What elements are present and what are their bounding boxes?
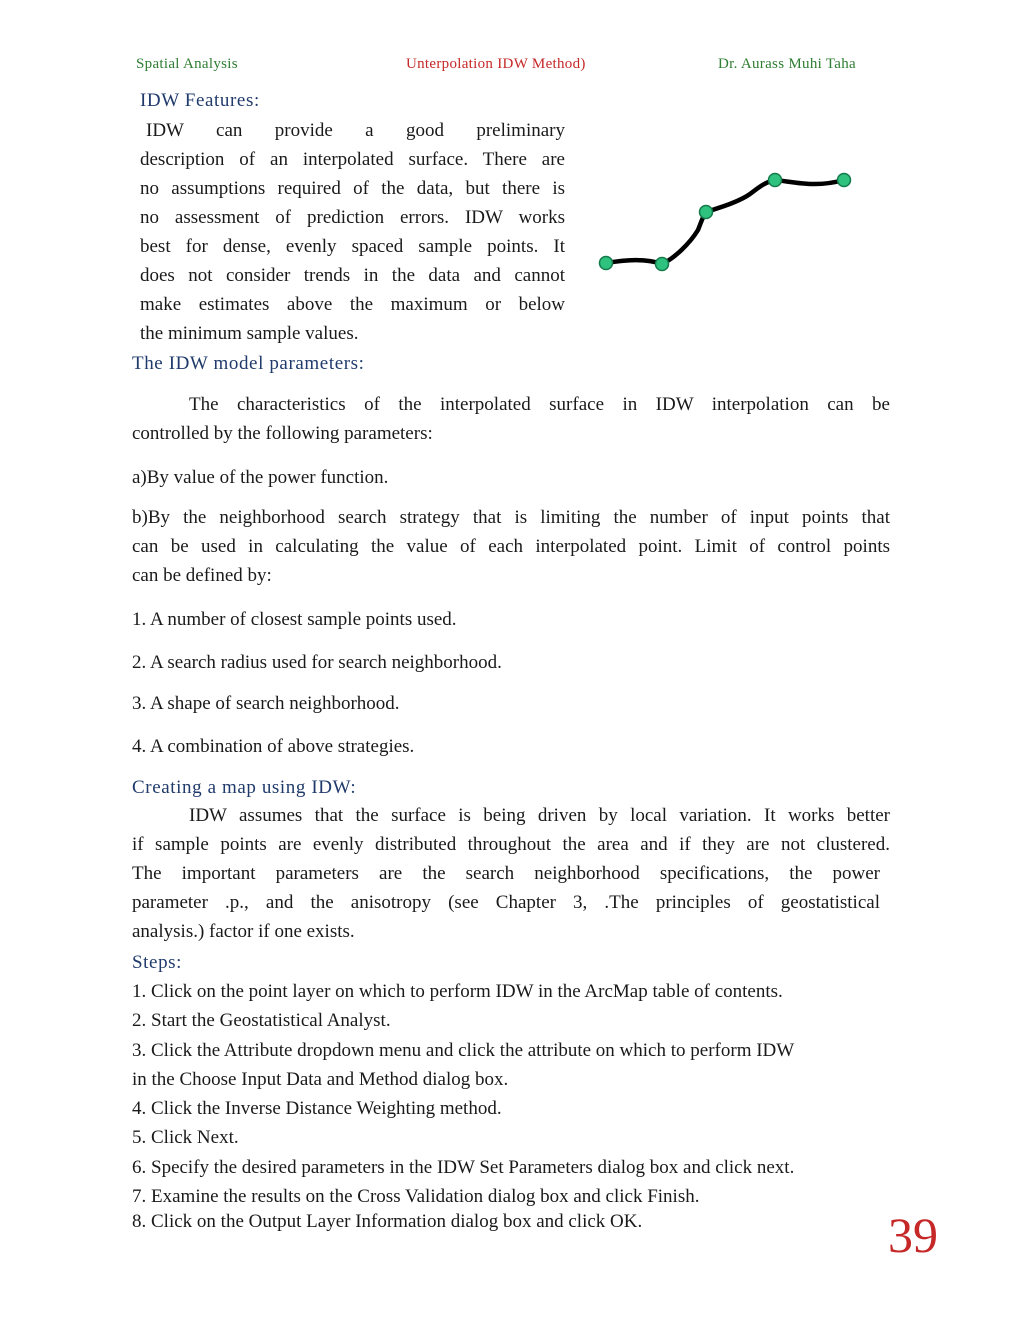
text-line: does not consider trends in the data and cannot: [140, 265, 565, 286]
idw-features-paragraph: [140, 116, 565, 348]
strategy-item: 4. A combination of above strategies.: [132, 736, 415, 757]
model-parameters-heading: The IDW model parameters:: [132, 353, 365, 374]
step-item: 1. Click on the point layer on which to perform IDW in the ArcMap table of contents.: [132, 981, 783, 1002]
text-line: IDW assumes that the surface is being driven by local variation. It works better: [189, 805, 890, 826]
text-line: best for dense, evenly spaced sample points. It: [140, 236, 565, 257]
step-item: 4. Click the Inverse Distance Weighting method.: [132, 1098, 502, 1119]
text-line: can be defined by:: [132, 565, 272, 586]
sample-point: [769, 174, 782, 187]
text-line: The characteristics of the interpolated surface in IDW interpolation can be: [189, 394, 890, 415]
text-line: IDW can provide a good preliminary: [146, 120, 565, 141]
text-line: controlled by the following parameters:: [132, 423, 433, 444]
text-line: b)By the neighborhood search strategy that is limiting the number of input points that: [132, 507, 890, 528]
creating-map-paragraph: [132, 801, 890, 946]
step-item: 2. Start the Geostatistical Analyst.: [132, 1010, 391, 1031]
text-line: analysis.) factor if one exists.: [132, 921, 355, 942]
strategy-item: 2. A search radius used for search neighborhood.: [132, 652, 502, 673]
text-line: no assumptions required of the data, but there is: [140, 178, 565, 199]
text-line: the minimum sample values.: [140, 323, 359, 344]
parameter-item-a: a)By value of the power function.: [132, 467, 389, 488]
text-line: if sample points are evenly distributed throughout the area and if they are not clustered.: [132, 834, 890, 855]
header-author: Dr. Aurass Muhi Taha: [718, 56, 856, 72]
step-item: in the Choose Input Data and Method dialog box.: [132, 1069, 509, 1090]
header-course-title: Spatial Analysis: [136, 56, 238, 72]
text-line: The important parameters are the search neighborhood specifications, the power: [132, 863, 880, 884]
idw-features-heading: IDW Features:: [140, 90, 260, 111]
parameter-item-b: [132, 503, 890, 590]
text-line: parameter .p., and the anisotropy (see Chapter 3, .The principles of geostatistical: [132, 892, 880, 913]
text-line: description of an interpolated surface. There are: [140, 149, 565, 170]
sample-point: [656, 258, 669, 271]
step-item: 8. Click on the Output Layer Information dialog box and click OK.: [132, 1211, 643, 1232]
interpolation-line-figure: [590, 168, 860, 278]
sample-point: [700, 206, 713, 219]
step-item: 7. Examine the results on the Cross Validation dialog box and click Finish.: [132, 1186, 700, 1207]
interpolated-curve: [606, 180, 844, 264]
creating-map-heading: Creating a map using IDW:: [132, 777, 357, 798]
header-topic: Unterpolation IDW Method): [406, 56, 586, 72]
steps-heading: Steps:: [132, 952, 183, 973]
strategy-item: 3. A shape of search neighborhood.: [132, 693, 400, 714]
step-item: 3. Click the Attribute dropdown menu and click the attribute on which to perform IDW: [132, 1040, 795, 1061]
text-line: no assessment of prediction errors. IDW works: [140, 207, 565, 228]
step-item: 5. Click Next.: [132, 1127, 239, 1148]
text-line: can be used in calculating the value of each interpolated point. Limit of control points: [132, 536, 890, 557]
strategy-item: 1. A number of closest sample points used.: [132, 609, 457, 630]
text-line: make estimates above the maximum or below: [140, 294, 565, 315]
sample-point: [600, 257, 613, 270]
step-item: 6. Specify the desired parameters in the IDW Set Parameters dialog box and click next.: [132, 1157, 795, 1178]
sample-point: [838, 174, 851, 187]
parameters-intro: [132, 390, 890, 448]
page-number: 39: [888, 1207, 938, 1263]
